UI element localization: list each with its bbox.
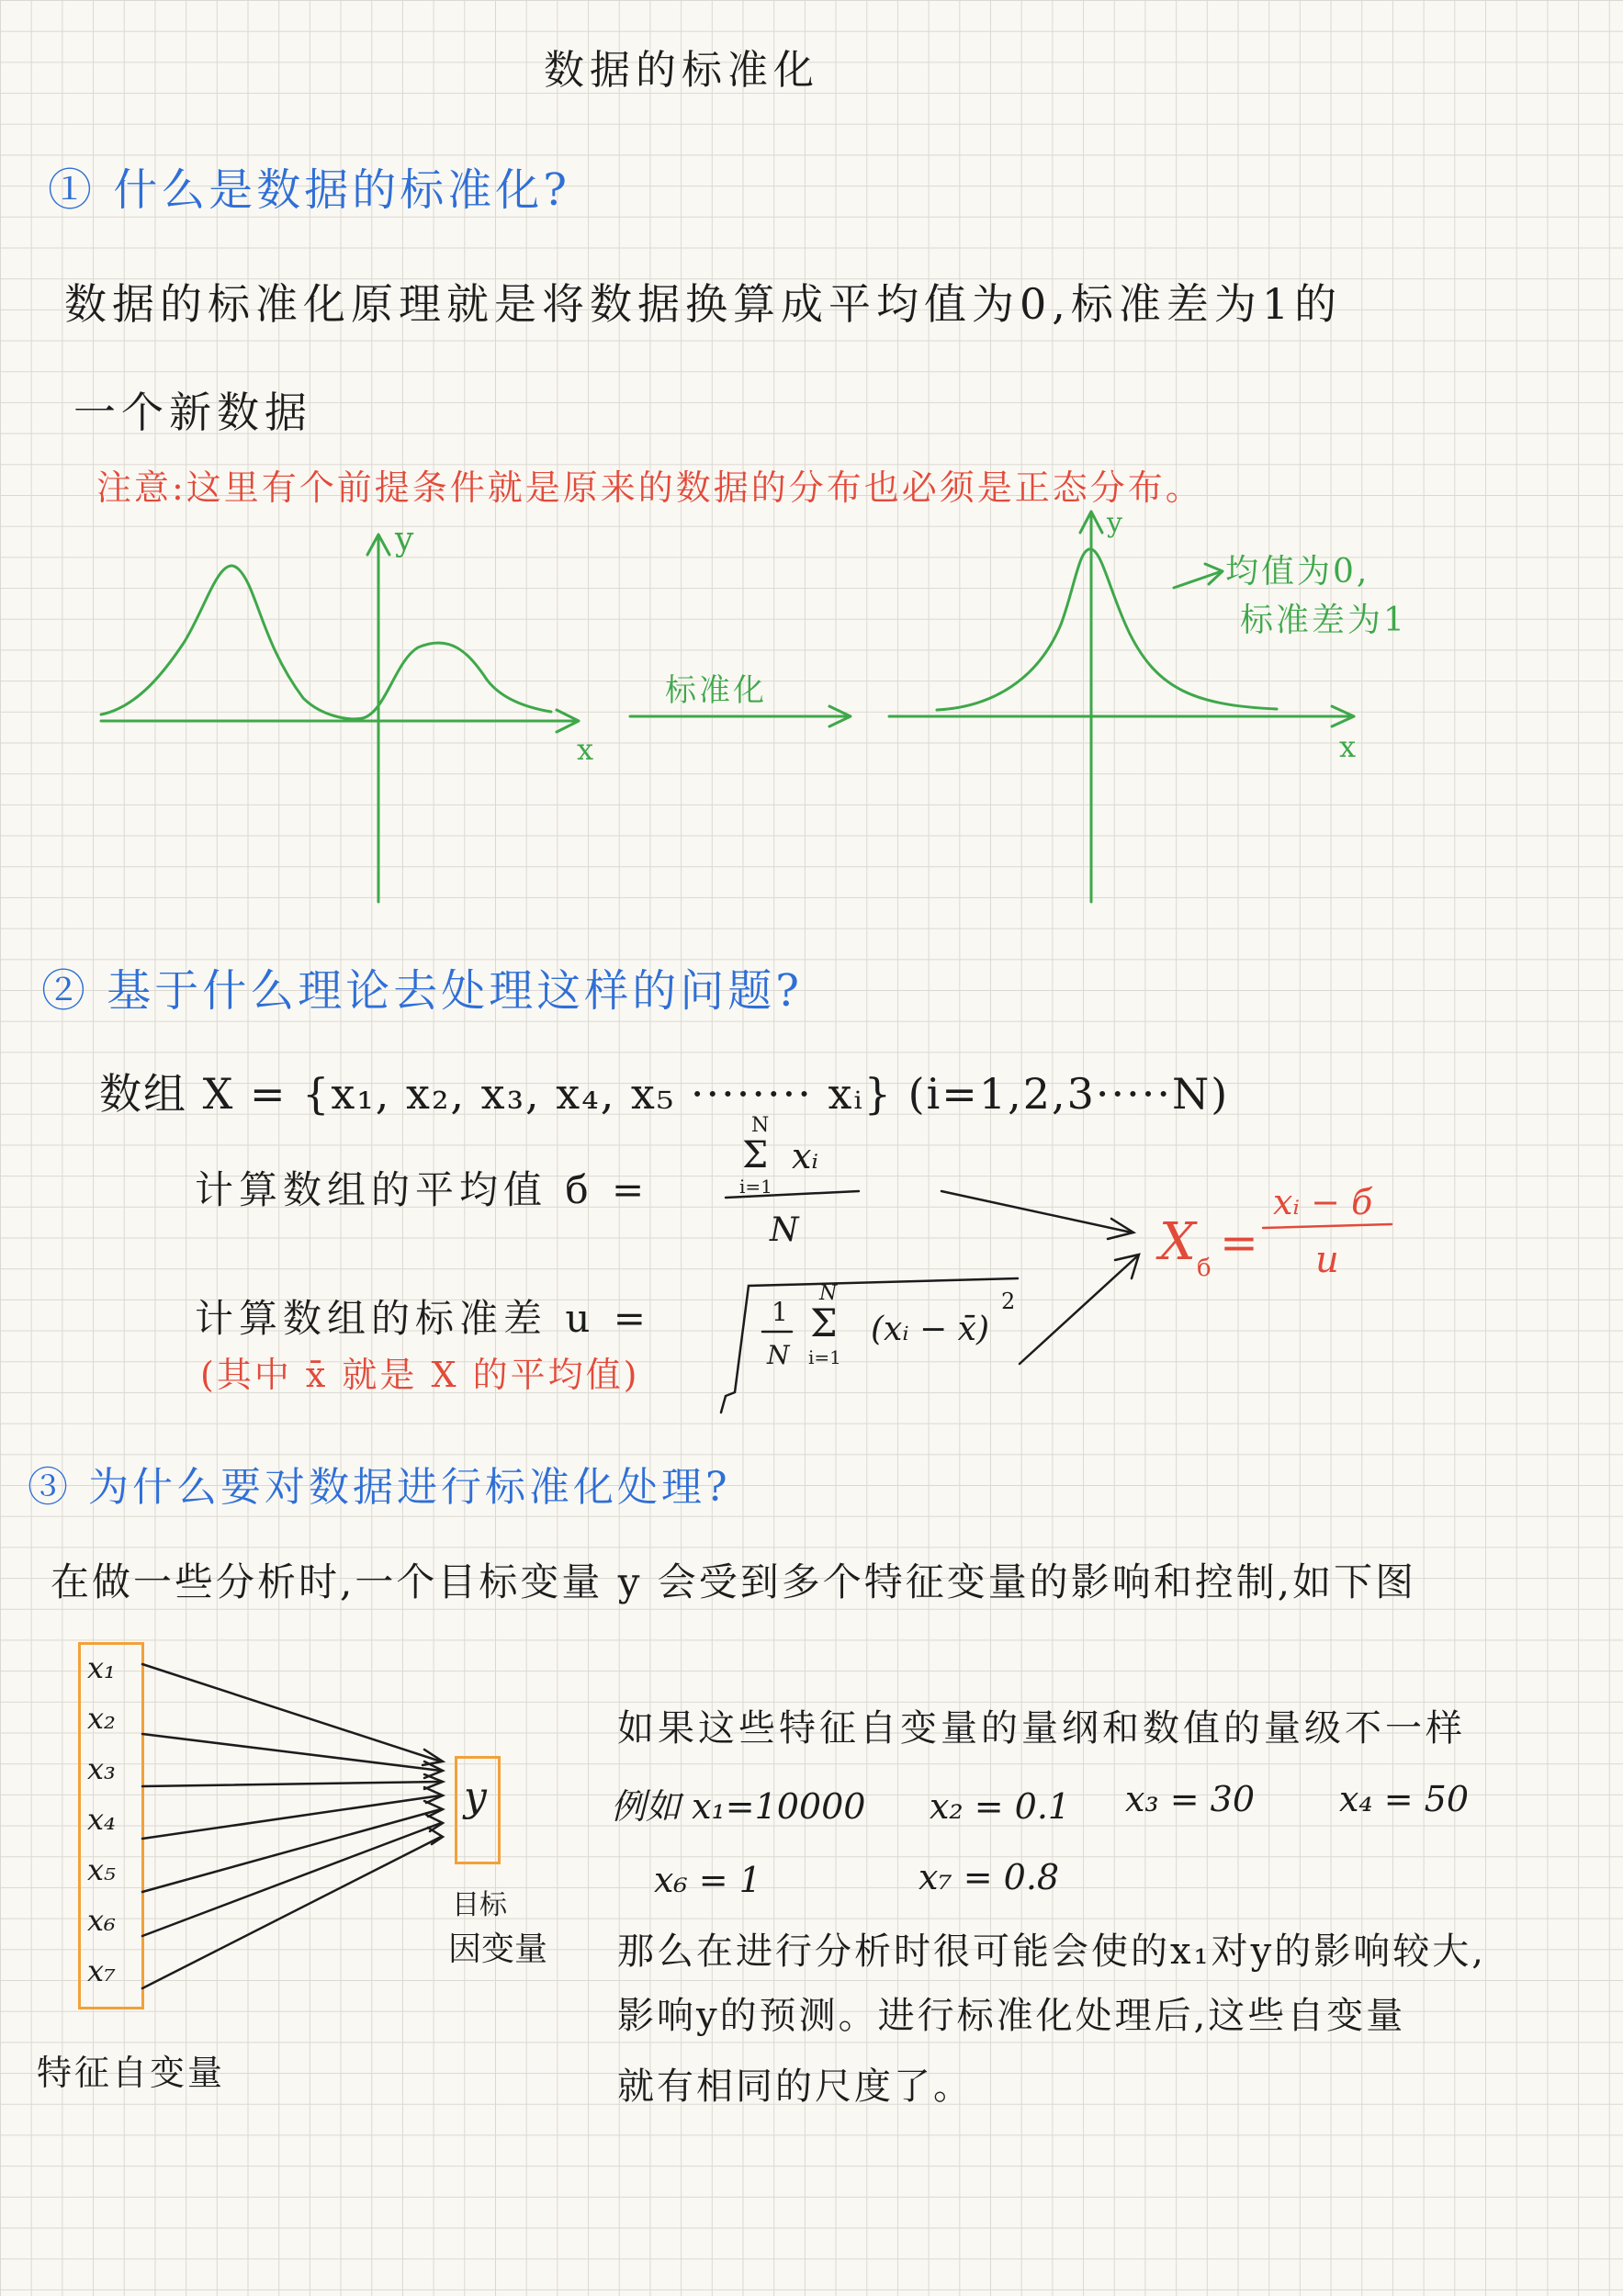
section-1-line-2: 一个新数据 <box>73 388 312 437</box>
std-fraction-denominator: N <box>767 1340 790 1370</box>
conclusion-line-3: 就有相同的尺度了。 <box>617 2065 973 2108</box>
std-exponent: 2 <box>1001 1289 1016 1314</box>
right-note-line-2: 标准差为1 <box>1240 602 1407 639</box>
feature-x5: x₅ <box>87 1852 116 1887</box>
normal-distribution-note: 注意:这里有个前提条件就是原来的数据的分布也必须是正态分布。 <box>96 467 1203 508</box>
result-numerator: xᵢ − б <box>1273 1182 1373 1222</box>
mean-numerator-term: xᵢ <box>792 1136 819 1176</box>
mean-definition-note: (其中 x̄ 就是 X 的平均值) <box>200 1355 640 1395</box>
section-1-line-1: 数据的标准化原理就是将数据换算成平均值为0,标准差为1的 <box>64 279 1343 329</box>
arrow-x4 <box>142 1795 441 1839</box>
arrow-x1 <box>142 1664 441 1761</box>
feature-x2: x₂ <box>87 1701 116 1736</box>
section-2-heading: ② 基于什么理论去处理这样的问题? <box>41 965 803 1017</box>
feature-x3: x₃ <box>87 1751 116 1786</box>
right-x-label: x <box>1339 729 1357 764</box>
left-y-label: y <box>395 521 414 558</box>
example-x3: x₃ = 30 <box>1125 1779 1256 1819</box>
mean-sum-lower: i=1 <box>739 1176 772 1198</box>
mean-denominator: N <box>770 1211 799 1249</box>
arrow-x7 <box>142 1837 441 1988</box>
example-x2: x₂ = 0.1 <box>930 1786 1071 1827</box>
page-title: 数据的标准化 <box>544 47 819 94</box>
section-3-intro: 在做一些分析时,一个目标变量 y 会受到多个特征变量的影响和控制,如下图 <box>51 1559 1417 1604</box>
result-denominator: u <box>1315 1239 1339 1281</box>
features-caption: 特征自变量 <box>37 2053 226 2093</box>
std-sum-upper: N <box>819 1282 838 1305</box>
std-label: 计算数组的标准差 u = <box>195 1296 651 1341</box>
example-x4: x₄ = 50 <box>1339 1779 1470 1819</box>
left-x-label: x <box>577 732 594 767</box>
conclusion-line-2: 影响y的预测。进行标准化处理后,这些自变量 <box>617 1995 1406 2037</box>
target-caption-line-2: 因变量 <box>448 1930 548 1968</box>
mean-sum-sigma: Σ <box>742 1134 769 1176</box>
std-term: (xᵢ − x̄) <box>871 1311 989 1348</box>
std-sum-sigma: Σ <box>810 1300 838 1345</box>
standardize-label: 标准化 <box>665 672 767 709</box>
section-3-heading: ③ 为什么要对数据进行标准化处理? <box>28 1464 731 1511</box>
example-x6: x₆ = 1 <box>654 1860 761 1900</box>
mean-sum-upper: N <box>751 1114 770 1137</box>
result-lhs: X <box>1159 1212 1196 1272</box>
example-x7: x₇ = 0.8 <box>919 1857 1060 1897</box>
array-definition: 数组 X = {x₁, x₂, x₃, x₄, x₅ ········ xᵢ} (i=1,2,3·····N) <box>99 1069 1230 1119</box>
conclusion-line-1: 那么在进行分析时很可能会使的x₁对y的影响较大, <box>617 1930 1486 1973</box>
std-sum-lower: i=1 <box>808 1346 841 1368</box>
result-lhs-subscript: б <box>1197 1255 1212 1282</box>
example-x1: 例如 x₁=10000 <box>611 1786 866 1827</box>
feature-x4: x₄ <box>87 1802 116 1837</box>
target-y: y <box>464 1773 487 1820</box>
right-note-line-1: 均值为0, <box>1225 553 1370 591</box>
section-1-heading: ① 什么是数据的标准化? <box>48 164 570 216</box>
result-equals: = <box>1220 1216 1258 1269</box>
target-caption-line-1: 目标 <box>452 1889 507 1921</box>
right-y-label: y <box>1107 507 1122 539</box>
feature-x7: x₇ <box>87 1953 116 1988</box>
arrow-x2 <box>142 1734 441 1771</box>
feature-x6: x₆ <box>87 1903 116 1938</box>
magnitude-paragraph: 如果这些特征自变量的量纲和数值的量级不一样 <box>617 1707 1466 1750</box>
std-fraction-numerator: 1 <box>772 1297 788 1327</box>
mean-label: 计算数组的平均值 б = <box>195 1167 650 1212</box>
arrow-x3 <box>142 1782 441 1786</box>
feature-x1: x₁ <box>87 1650 116 1685</box>
